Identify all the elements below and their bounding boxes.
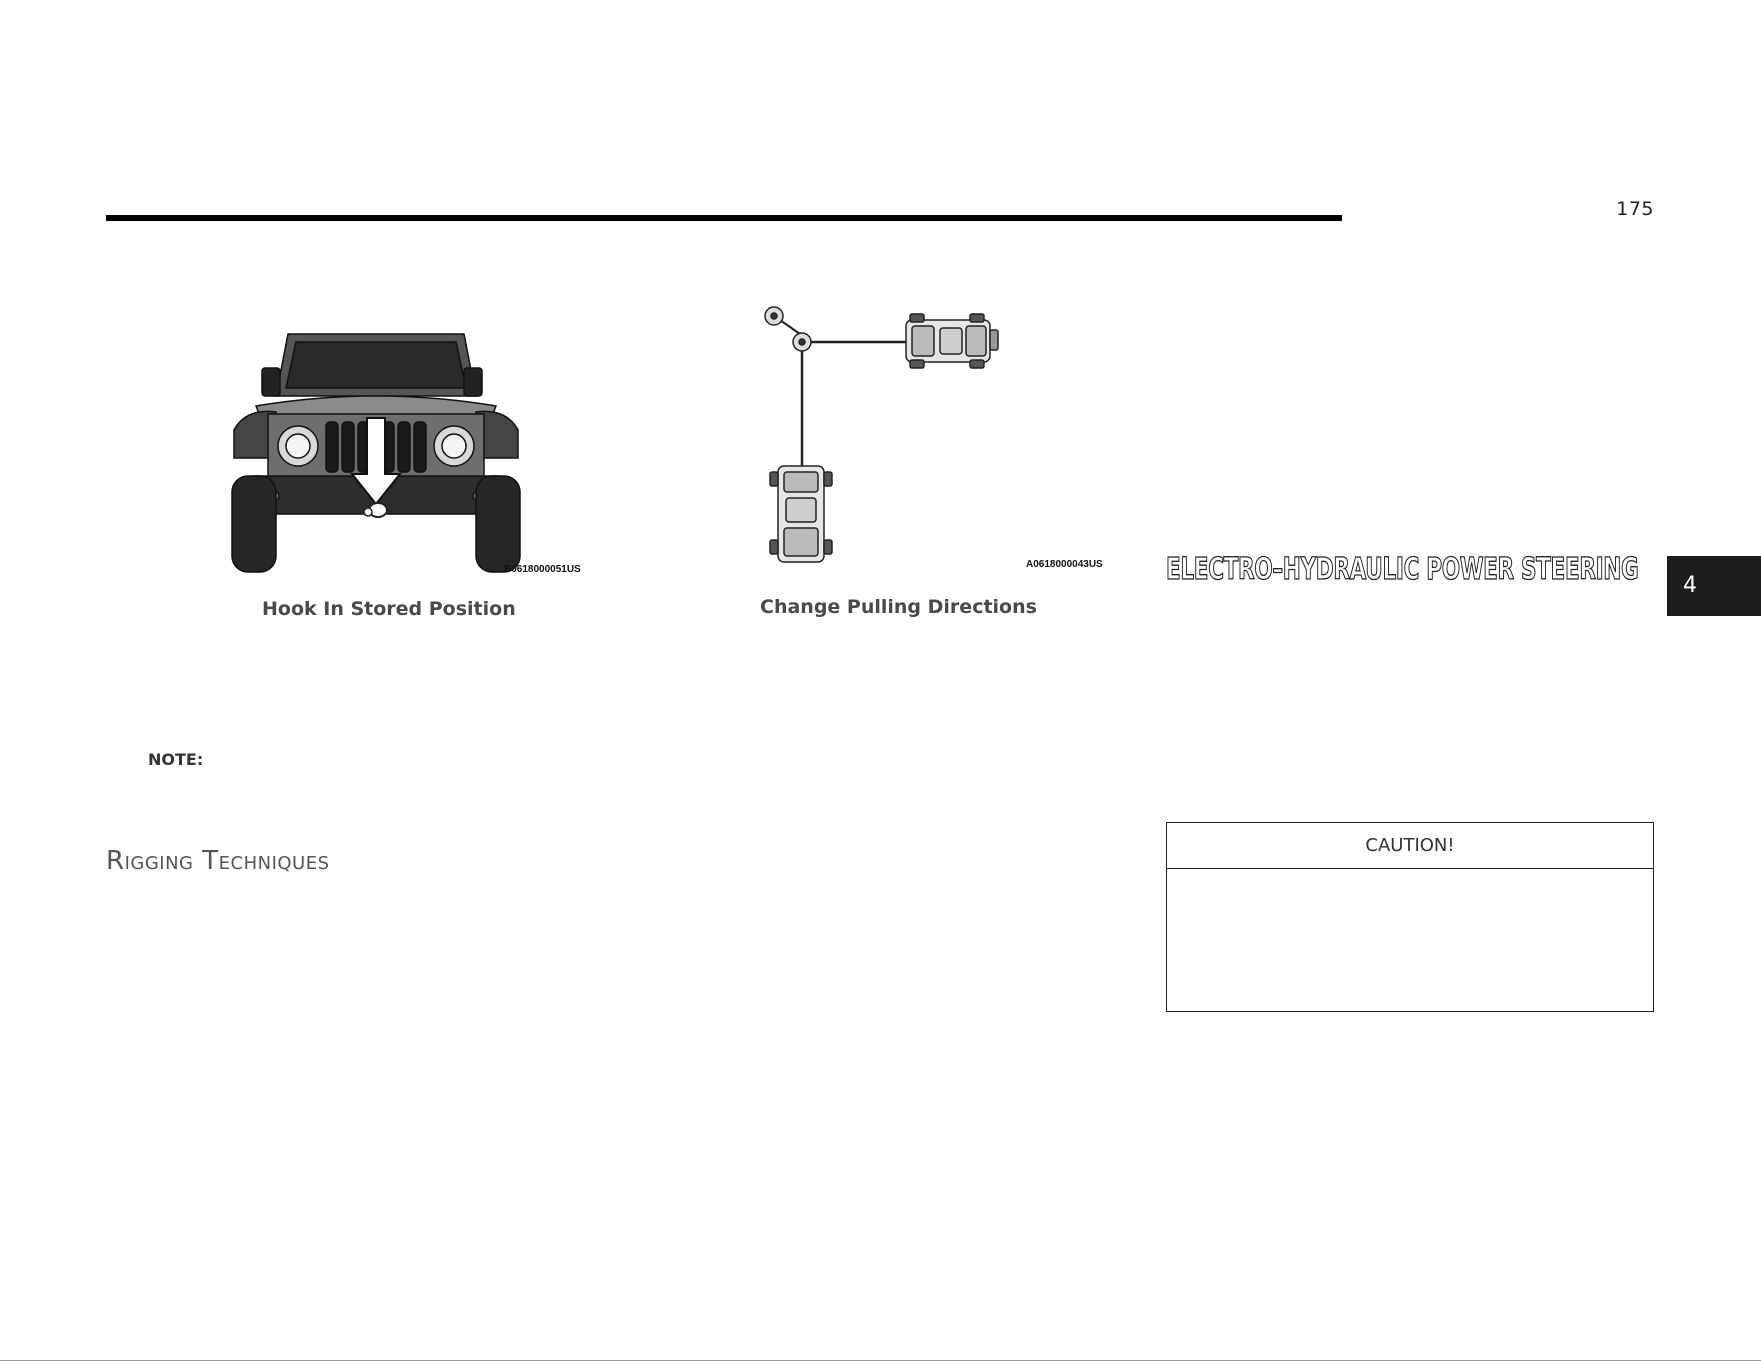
note-label: NOTE: (148, 750, 204, 769)
caution-body (1167, 869, 1653, 1011)
jeep-front-hook-figure (226, 326, 596, 578)
figure-image-code: B0618000051US (504, 564, 581, 575)
figure-image-code: A0618000043US (1026, 559, 1103, 570)
figure-caption: Change Pulling Directions (760, 596, 1037, 618)
power-steering-heading: ELECTRO–HYDRAULIC POWER STEERING (1166, 552, 1639, 587)
figure-caption: Hook In Stored Position (262, 598, 516, 620)
rigging-techniques-heading: Rigging Techniques (106, 846, 330, 876)
header-rule (106, 215, 1342, 221)
caution-title: CAUTION! (1167, 823, 1653, 869)
caution-box (1166, 822, 1654, 1012)
change-pulling-directions-figure (760, 306, 1120, 576)
page-number: 175 (1616, 198, 1654, 220)
chapter-tab[interactable] (1667, 556, 1761, 616)
chapter-tab-label: 4 (1683, 573, 1697, 598)
